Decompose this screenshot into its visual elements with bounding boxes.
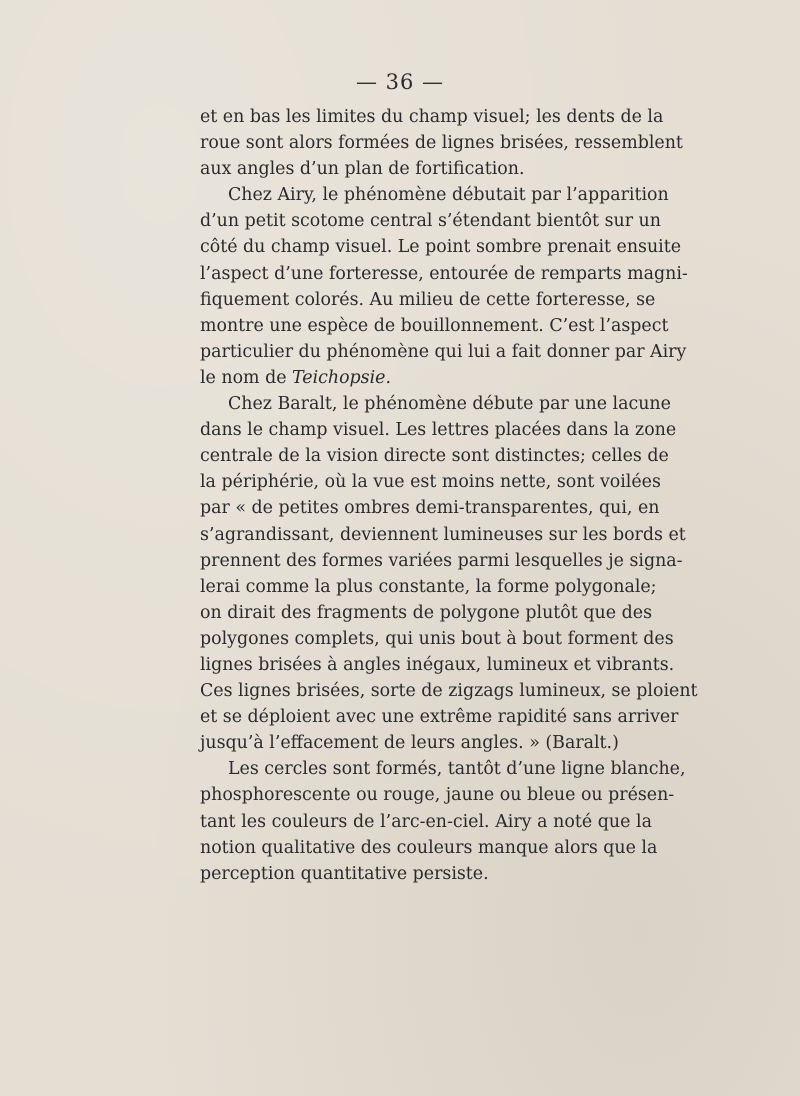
text-line (200, 234, 682, 260)
text-line-content: phosphorescente ou rouge, jaune ou bleue ou présen- (200, 785, 675, 806)
text-line (200, 443, 669, 469)
body-text (200, 104, 698, 887)
text-line (200, 704, 679, 730)
text-line-content: lignes brisées à angles inégaux, lumineux et vibrants. (200, 654, 675, 675)
text-line-content: Chez Airy, le phénomène débutait par l’apparition (228, 185, 669, 206)
text-line-content: roue sont alors formées de lignes brisées, ressemblent (200, 133, 683, 154)
text-line (200, 782, 675, 808)
text-line-content: montre une espèce de bouillonnement. C’est l’aspect (200, 315, 669, 336)
text-line-content: par « de petites ombres demi-transparentes, qui, en (200, 498, 660, 519)
text-line-content: la périphérie, où la vue est moins nette, sont voilées (200, 472, 661, 493)
text-line (200, 861, 652, 887)
text-line-content: prennent des formes variées parmi lesquelles je signa- (200, 550, 683, 571)
text-line (200, 652, 675, 678)
text-line-content: polygones complets, qui unis bout à bout forment des (200, 628, 674, 649)
text-line (200, 417, 677, 443)
text-line-content: perception quantitative persiste. (200, 863, 489, 884)
text-line-content: notion qualitative des couleurs manque alors que la (200, 837, 658, 858)
text-line (200, 730, 652, 756)
italic-term: Teichopsie. (292, 367, 391, 388)
text-line-content: fiquement colorés. Au milieu de cette forteresse, se (200, 289, 656, 310)
text-line (200, 548, 683, 574)
text-line-content: jusqu’à l’effacement de leurs angles. » (Baralt.) (200, 733, 619, 754)
text-line (200, 130, 683, 156)
text-line (200, 522, 686, 548)
text-line-content: tant les couleurs de l’arc-en-ciel. Airy a noté que la (200, 811, 652, 832)
text-line-content: d’un petit scotome central s’étendant bientôt sur un (200, 211, 661, 232)
text-line (200, 495, 660, 521)
text-line (200, 208, 661, 234)
text-line (200, 182, 669, 208)
text-line (200, 626, 674, 652)
text-line (200, 365, 652, 391)
text-line-content: dans le champ visuel. Les lettres placées dans la zone (200, 420, 677, 441)
text-line (200, 600, 652, 626)
text-line (200, 261, 688, 287)
text-line (200, 809, 652, 835)
text-line (200, 391, 671, 417)
text-line-content: Les cercles sont formés, tantôt d’une ligne blanche, (228, 759, 686, 780)
text-line-content: s’agrandissant, deviennent lumineuses sur les bords et (200, 524, 686, 545)
text-line-content: et en bas les limites du champ visuel; les dents de la (200, 107, 664, 127)
page-number: — 36 — (355, 70, 445, 94)
text-line-content: lerai comme la plus constante, la forme polygonale; (200, 576, 657, 597)
text-line (200, 678, 698, 704)
text-line-content: on dirait des fragments de polygone plutôt que des (200, 602, 652, 623)
text-line (200, 339, 687, 365)
text-line (200, 287, 656, 313)
text-line-content: l’aspect d’une forteresse, entourée de remparts magni- (200, 263, 688, 284)
text-line-content: côté du champ visuel. Le point sombre prenait ensuite (200, 237, 682, 258)
text-line (200, 574, 657, 600)
text-line (200, 104, 664, 130)
text-line (200, 313, 669, 339)
text-line-content: et se déploient avec une extrême rapidité sans arriver (200, 707, 679, 728)
text-line-content: Chez Baralt, le phénomène débute par une lacune (228, 394, 671, 415)
text-line (200, 469, 661, 495)
text-line-content: centrale de la vision directe sont distinctes; celles de (200, 446, 669, 467)
text-line-content: Ces lignes brisées, sorte de zigzags lumineux, se ploient (200, 681, 698, 702)
text-line (200, 156, 652, 182)
text-line (200, 835, 658, 861)
text-line-content: particulier du phénomène qui lui a fait donner par Airy (200, 341, 687, 362)
text-line-content: le nom de (200, 367, 293, 388)
text-line (200, 756, 686, 782)
text-line-content: aux angles d’un plan de fortification. (200, 159, 525, 180)
